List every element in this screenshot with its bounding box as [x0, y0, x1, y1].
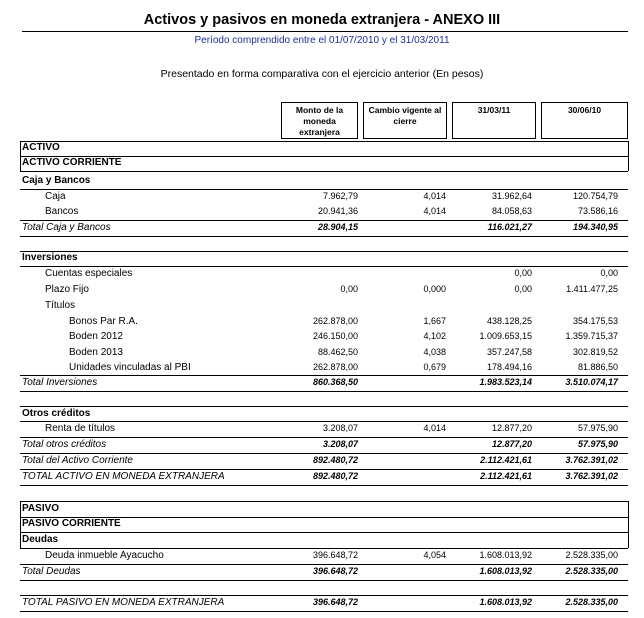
row-label: Boden 2012 [69, 331, 123, 342]
section-pasivo-label: PASIVO [22, 503, 60, 514]
group-inversiones [20, 251, 628, 266]
cell-monto: 0,00 [340, 284, 358, 294]
cell-date-1: 12.877,20 [491, 423, 532, 433]
section-activo [20, 141, 628, 156]
total-monto: 892.480,72 [312, 471, 358, 481]
total-row-caja-bancos [20, 221, 628, 236]
row-label: Unidades vinculadas al PBI [69, 362, 191, 373]
total-label: Total Deudas [22, 566, 81, 577]
table-row [20, 422, 628, 437]
pasivo-right-border [628, 501, 629, 548]
total-date-1: 1.608.013,92 [479, 597, 532, 607]
cell-cambio: 4,014 [423, 191, 446, 201]
table-row [20, 361, 628, 376]
cell-date-2: 81.886,50 [577, 362, 618, 372]
total-row-inversiones [20, 376, 628, 391]
cell-date-1: 31.962,64 [491, 191, 532, 201]
section-activo-corriente [20, 156, 628, 171]
header-cambio: Cambio vigente al cierre [363, 102, 447, 139]
group-caja-bancos [20, 174, 628, 189]
total-monto: 28.904,15 [317, 222, 358, 232]
total-date-2: 3.762.391,02 [565, 455, 618, 465]
cell-date-2: 0,00 [600, 268, 618, 278]
total-date-1: 2.112.421,61 [480, 471, 532, 481]
table-row [20, 283, 628, 298]
total-label: Total Caja y Bancos [22, 222, 111, 233]
group-otros-label: Otros créditos [22, 408, 91, 419]
total-row-activo [20, 470, 628, 485]
total-label: TOTAL PASIVO EN MONEDA EXTRANJERA [22, 597, 225, 608]
section-activo-label: ACTIVO [22, 142, 60, 153]
cell-monto: 396.648,72 [312, 550, 358, 560]
activo-right-border [628, 141, 629, 171]
total-date-2: 3.510.074,17 [565, 377, 618, 387]
page-title: Activos y pasivos en moneda extranjera - ANEXO III [143, 12, 501, 28]
total-label: Total otros créditos [22, 439, 107, 450]
cell-date-2: 57.975,90 [577, 423, 618, 433]
table-row [20, 205, 628, 220]
cell-monto: 262.878,00 [312, 316, 358, 326]
row-label-titulos: Títulos [45, 300, 76, 311]
cell-date-1: 1.608.013,92 [479, 550, 532, 560]
cell-cambio: 4,014 [423, 206, 446, 216]
total-row-otros [20, 438, 628, 453]
total-date-1: 1.983.523,14 [479, 377, 532, 387]
section-pasivo [20, 502, 628, 517]
total-monto: 396.648,72 [312, 597, 358, 607]
cell-monto: 262.878,00 [312, 362, 358, 372]
total-date-2: 3.762.391,02 [565, 471, 618, 481]
section-activo-corriente-label: ACTIVO CORRIENTE [22, 157, 122, 168]
cell-date-1: 178.494,16 [486, 362, 532, 372]
cell-cambio: 0,679 [423, 362, 446, 372]
cell-date-1: 0,00 [514, 284, 532, 294]
table-row [20, 190, 628, 205]
inversiones-top-rule [20, 251, 628, 252]
table-row [20, 299, 628, 314]
title-underline [22, 31, 628, 32]
cell-date-2: 2.528.335,00 [565, 550, 618, 560]
total-date-1: 116.021,27 [487, 222, 532, 232]
cell-date-2: 1.359.715,37 [565, 331, 618, 341]
total-date-1: 1.608.013,92 [479, 566, 532, 576]
table-row [20, 315, 628, 330]
cell-date-2: 354.175,53 [572, 316, 618, 326]
total-monto: 396.648,72 [312, 566, 358, 576]
group-deudas [20, 533, 628, 548]
cell-date-1: 0,00 [514, 268, 532, 278]
total-row-activo-corriente [20, 454, 628, 469]
group-caja-bancos-label: Caja y Bancos [22, 175, 91, 186]
cell-monto: 246.150,00 [312, 331, 358, 341]
cell-cambio: 4,102 [423, 331, 446, 341]
total-date-1: 2.112.421,61 [480, 455, 532, 465]
row-label: Boden 2013 [69, 347, 123, 358]
total-date-2: 2.528.335,00 [565, 566, 618, 576]
cell-date-2: 302.819,52 [572, 347, 618, 357]
cell-date-1: 1.009.653,15 [479, 331, 532, 341]
table-row [20, 346, 628, 361]
group-inversiones-label: Inversiones [22, 252, 78, 263]
total-date-1: 12.877,20 [491, 439, 532, 449]
total-row-pasivo [20, 596, 628, 611]
cell-date-1: 357.247,58 [486, 347, 532, 357]
total-label: TOTAL ACTIVO EN MONEDA EXTRANJERA [22, 471, 225, 482]
cell-monto: 20.941,36 [317, 206, 358, 216]
table-row [20, 267, 628, 282]
cell-cambio: 4,014 [423, 423, 446, 433]
row-label: Renta de títulos [45, 423, 116, 434]
total-row-deudas [20, 565, 628, 580]
cell-monto: 88.462,50 [317, 347, 358, 357]
total-label: Total del Activo Corriente [22, 455, 133, 466]
cell-monto: 7.962,79 [322, 191, 358, 201]
period-subtitle: Período comprendido entre el 01/07/2010 y el 31/03/2011 [194, 35, 450, 46]
total-monto: 892.480,72 [312, 455, 358, 465]
total-deudas-bottom-rule [20, 580, 628, 581]
table-row [20, 549, 628, 564]
row-label: Cuentas especiales [45, 268, 133, 279]
cell-date-2: 1.411.477,25 [566, 284, 618, 294]
total-date-2: 2.528.335,00 [565, 597, 618, 607]
header-monto: Monto de la moneda extranjera [281, 102, 358, 139]
total-monto: 3.208,07 [322, 439, 358, 449]
cell-date-1: 438.128,25 [486, 316, 532, 326]
table-row [20, 330, 628, 345]
section-pasivo-corriente [20, 517, 628, 532]
cell-date-1: 84.058,63 [491, 206, 532, 216]
total-inversiones-bottom-rule [20, 391, 628, 392]
header-date-2: 30/06/10 [541, 102, 628, 139]
group-otros-creditos [20, 407, 628, 422]
cell-cambio: 1,667 [423, 316, 446, 326]
total-caja-bottom-rule [20, 236, 628, 237]
cell-date-2: 73.586,16 [577, 206, 618, 216]
header-date-1: 31/03/11 [452, 102, 536, 139]
cell-cambio: 0,000 [423, 284, 446, 294]
group-deudas-label: Deudas [22, 534, 59, 545]
row-label: Plazo Fijo [45, 284, 89, 295]
total-pasivo-bottom-rule [20, 611, 628, 612]
row-label: Caja [45, 191, 66, 202]
total-date-2: 194.340,95 [572, 222, 618, 232]
cell-cambio: 4,054 [423, 550, 446, 560]
row-label: Bancos [45, 206, 79, 217]
cell-monto: 3.208,07 [322, 423, 358, 433]
comparative-note: Presentado en forma comparativa con el ejercicio anterior (En pesos) [160, 68, 484, 80]
row-label: Bonos Par R.A. [69, 316, 138, 327]
total-label: Total Inversiones [22, 377, 98, 388]
row-label: Deuda inmueble Ayacucho [45, 550, 164, 561]
total-date-2: 57.975,90 [577, 439, 618, 449]
cell-cambio: 4,038 [423, 347, 446, 357]
activo-corriente-sep [20, 171, 628, 172]
total-monto: 860.368,50 [312, 377, 358, 387]
section-pasivo-corriente-label: PASIVO CORRIENTE [22, 518, 121, 529]
cell-date-2: 120.754,79 [572, 191, 618, 201]
total-activo-bottom-rule [20, 485, 628, 486]
